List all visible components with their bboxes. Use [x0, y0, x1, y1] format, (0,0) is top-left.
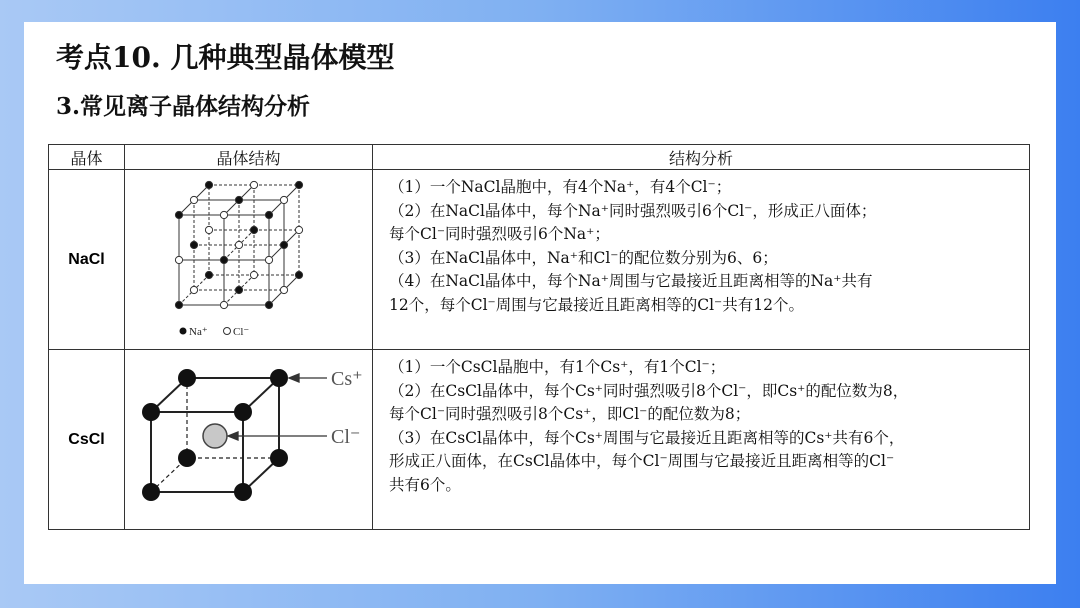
analysis-cscl — [373, 350, 1030, 530]
na-legend-dot — [179, 327, 186, 334]
cscl-analysis-line: （2）在CsCl晶体中，每个Cs⁺同时强烈吸引8个Cl⁻，即Cs⁺的配位数为8， — [389, 381, 909, 400]
nacl-structure-cell — [125, 170, 373, 350]
slide-subtitle: 3.常见离子晶体结构分析 — [56, 93, 311, 120]
table-row-nacl — [49, 170, 1030, 350]
table-header-row — [49, 145, 1030, 170]
header-structure: 晶体结构 — [125, 145, 373, 170]
cs-ion-label: Cs⁺ — [330, 367, 363, 390]
na-legend-label: Na⁺ — [188, 325, 208, 338]
analysis-nacl — [373, 170, 1030, 350]
cscl-analysis-line: 共有6个。 — [389, 475, 461, 494]
table-row-cscl — [49, 350, 1030, 530]
cscl-analysis-line: （1）一个CsCl晶胞中，有1个Cs⁺，有1个Cl⁻； — [389, 358, 726, 376]
crystal-name-cscl: CsCl — [49, 350, 125, 530]
nacl-analysis-line: （1）一个NaCl晶胞中，有4个Na⁺，有4个Cl⁻； — [389, 178, 732, 196]
slide-title: 考点10. 几种典型晶体模型 — [56, 41, 395, 74]
header-crystal: 晶体 — [49, 145, 125, 170]
nacl-lattice-diagram — [169, 173, 329, 343]
cl-ion-label: Cl⁻ — [330, 425, 360, 448]
cscl-analysis-line: 形成正八面体，在CsCl晶体中，每个Cl⁻周围与它最接近且距离相等的Cl⁻ — [389, 452, 895, 470]
cl-legend-label: Cl⁻ — [232, 325, 249, 338]
cscl-structure-cell — [125, 350, 373, 530]
nacl-analysis-line: （3）在NaCl晶体中，Na⁺和Cl⁻的配位数分别为6、6； — [389, 248, 778, 267]
header-analysis: 结构分析 — [373, 145, 1030, 170]
nacl-analysis-line: 每个Cl⁻同时强烈吸引6个Na⁺； — [389, 225, 610, 243]
crystal-name-nacl: NaCl — [49, 170, 125, 350]
slide-card — [24, 22, 1056, 584]
cscl-analysis-line: （3）在CsCl晶体中，每个Cs⁺周围与它最接近且距离相等的Cs⁺共有6个， — [389, 428, 905, 447]
cl-center-atom — [203, 424, 227, 448]
cscl-analysis-line: 每个Cl⁻同时强烈吸引8个Cs⁺，即Cl⁻的配位数为8； — [389, 405, 751, 423]
nacl-analysis-line: （4）在NaCl晶体中，每个Na⁺周围与它最接近且距离相等的Na⁺共有 — [389, 272, 873, 290]
cscl-lattice-diagram — [131, 358, 367, 518]
crystal-table — [48, 144, 1030, 530]
nacl-analysis-line: 12个，每个Cl⁻周围与它最接近且距离相等的Cl⁻共有12个。 — [389, 295, 804, 314]
nacl-analysis-line: （2）在NaCl晶体中，每个Na⁺同时强烈吸引6个Cl⁻，形成正八面体； — [389, 201, 877, 220]
cl-legend-dot — [223, 327, 230, 334]
